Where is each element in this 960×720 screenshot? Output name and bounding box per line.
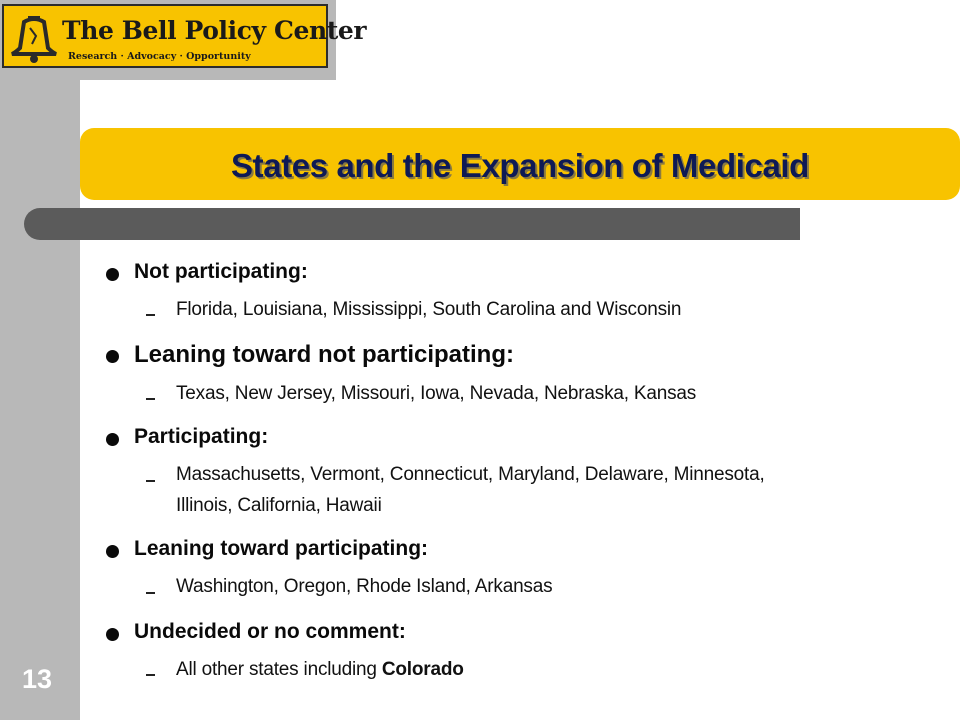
bullet-dot <box>106 350 119 363</box>
sub-bullet-text <box>176 659 464 681</box>
sub-bullet-dash <box>146 592 155 594</box>
highlight-colorado: Colorado <box>381 659 464 680</box>
sub-bullet-dash <box>146 480 155 482</box>
bullet-heading-undecided: Undecided or no comment: <box>134 620 406 643</box>
sub-bullet-text-plain: All other states including <box>176 659 377 680</box>
sub-bullet-text: Florida, Louisiana, Mississippi, South Carolina and Wisconsin <box>176 299 682 320</box>
slide-title: States and the Expansion of Medicaid <box>231 147 809 184</box>
sub-bullet-text: Texas, New Jersey, Missouri, Iowa, Nevada, Nebraska, Kansas <box>176 383 697 404</box>
sub-bullet-dash <box>146 398 155 400</box>
logo-tagline: Research · Advocacy · Opportunity <box>68 51 251 62</box>
sub-bullet-dash <box>146 314 155 316</box>
bullet-dot <box>106 628 119 641</box>
sub-bullet-dash <box>146 674 155 676</box>
logo-title: The Bell Policy Center <box>62 16 367 45</box>
slide-number: 13 <box>22 664 53 694</box>
bullet-dot <box>106 433 119 446</box>
bullet-dot <box>106 545 119 558</box>
bullet-dot <box>106 268 119 281</box>
bullet-heading-participating: Participating: <box>134 425 269 448</box>
sub-bullet-text-continued: Illinois, California, Hawaii <box>176 495 382 516</box>
bullet-heading-not-participating: Not participating: <box>134 260 308 283</box>
bullet-heading-leaning-participating: Leaning toward participating: <box>134 537 429 560</box>
bullet-heading-leaning-not-participating: Leaning toward not participating: <box>134 341 514 368</box>
sub-bullet-text: Massachusetts, Vermont, Connecticut, Maryland, Delaware, Minnesota, <box>176 464 765 485</box>
sub-bullet-text: Washington, Oregon, Rhode Island, Arkansas <box>176 576 553 597</box>
